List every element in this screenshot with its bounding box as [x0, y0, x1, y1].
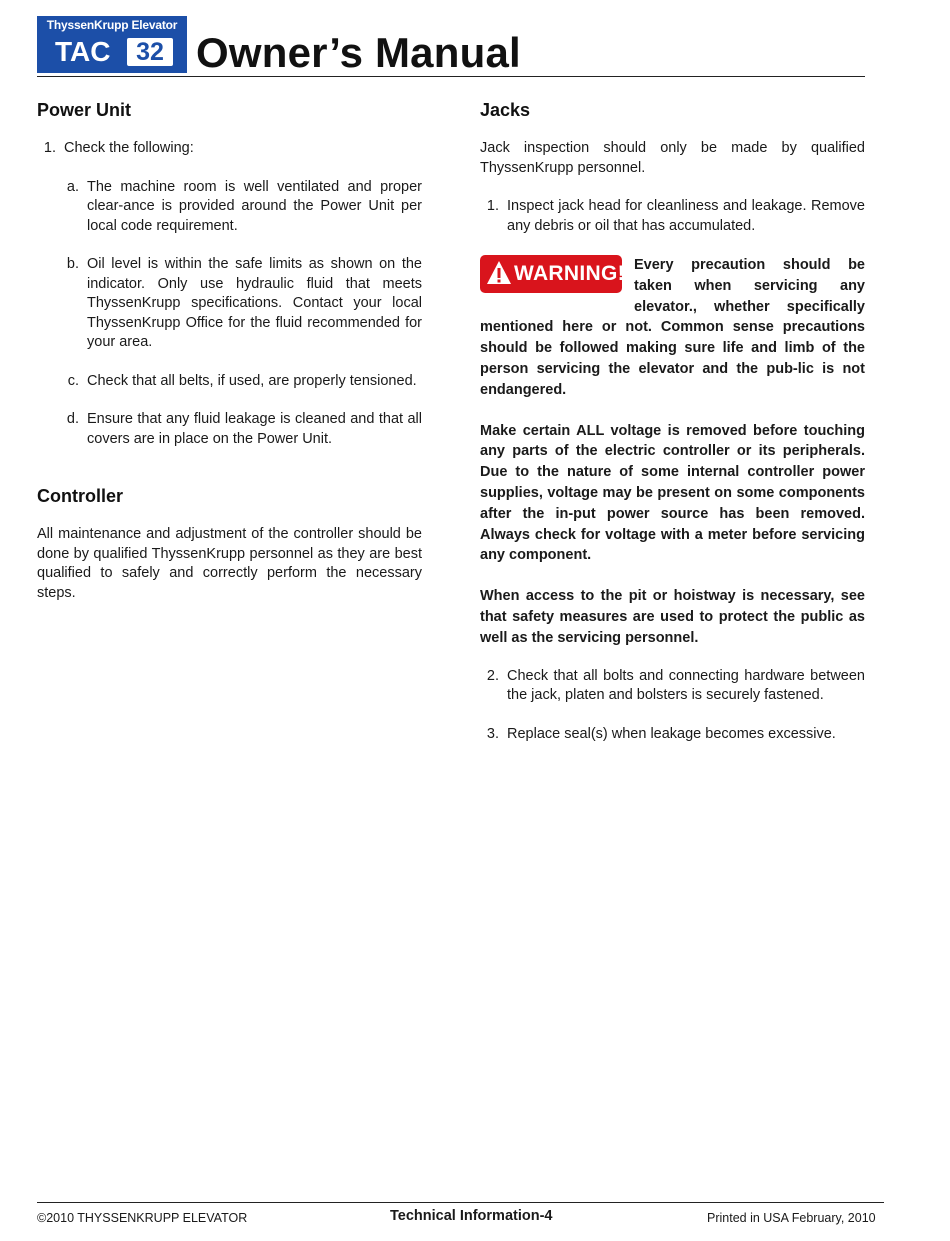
list-item-text: Inspect jack head for cleanliness and leakage. Remove any debris or oil that has accumulated.	[507, 198, 865, 234]
list-item	[37, 139, 422, 159]
footer-page-label: Technical Information-4	[390, 1208, 553, 1224]
list-item-text: Check the following:	[64, 140, 194, 156]
power-unit-heading: Power Unit	[37, 100, 132, 120]
page-title: Owner’s Manual	[196, 29, 521, 76]
list-number: 1.	[43, 140, 56, 156]
logo-brand-text: ThyssenKrupp Elevator	[46, 18, 178, 32]
sub-list-letter: a.	[66, 178, 79, 195]
sub-list-letter: c.	[67, 372, 79, 389]
list-item	[480, 197, 865, 236]
list-item-text: Check that all bolts and connecting hardware between the jack, platen and bolsters is securely fastened.	[507, 667, 865, 704]
jacks-intro: Jack inspection should only be made by qualified ThyssenKrupp personnel.	[480, 140, 865, 176]
warning-badge	[480, 255, 625, 293]
logo-model-number: 32	[127, 38, 173, 66]
sub-list-item	[37, 178, 422, 237]
header-divider	[37, 76, 865, 77]
controller-paragraph: All maintenance and adjustment of the controller should be done by qualified ThyssenKrupp personnel as they are best qualified to safely and correctly perform the necessary steps.	[37, 526, 422, 601]
sub-list-item-text: The machine room is well ventilated and proper clear-ance is provided around the Power Unit per local code requirement.	[87, 178, 422, 234]
list-item	[480, 725, 865, 745]
warning-paragraph-2: Make certain ALL voltage is removed before touching any parts of the electric controller or its peripherals. Due to the nature of some internal controller power supplies, voltage may be present on some components after the in-put power source has been removed. Always check for voltage with a meter before servicing any component.	[480, 422, 865, 564]
list-item	[480, 667, 865, 706]
sub-list-item	[37, 410, 422, 449]
sub-list-item-text: Check that all belts, if used, are properly tensioned.	[87, 372, 417, 389]
sub-list-item	[37, 255, 422, 353]
footer-copyright: ©2010 THYSSENKRUPP ELEVATOR	[37, 1211, 248, 1225]
warning-paragraph-3: When access to the pit or hoistway is necessary, see that safety measures are used to protect the public as well as the servicing personnel.	[480, 588, 865, 646]
sub-list-item	[37, 372, 422, 392]
list-number: 2.	[486, 667, 499, 684]
controller-heading: Controller	[37, 486, 124, 506]
jacks-heading: Jacks	[480, 100, 531, 120]
list-item-text: Replace seal(s) when leakage becomes excessive.	[507, 725, 836, 742]
sub-list-letter: d.	[66, 411, 79, 427]
warning-triangle-icon	[486, 260, 512, 286]
warning-label: WARNING!	[514, 262, 625, 285]
right-column	[480, 96, 865, 744]
footer-divider	[37, 1202, 884, 1203]
sub-list-item-text: Oil level is within the safe limits as shown on the indicator. Only use hydraulic fluid that meets ThyssenKrupp specifications. Contact your local ThyssenKrupp Office for the fluid recommended for your area.	[87, 256, 422, 350]
list-number: 3.	[486, 725, 499, 742]
footer-printed: Printed in USA February, 2010	[707, 1211, 876, 1225]
list-number: 1.	[486, 198, 499, 214]
logo-model-prefix: TAC	[55, 36, 111, 67]
left-column	[37, 96, 422, 603]
sub-list-item-text: Ensure that any fluid leakage is cleaned and that all covers are in place on the Power Unit.	[87, 411, 422, 447]
brand-logo	[37, 16, 187, 73]
sub-list-letter: b.	[66, 256, 79, 272]
warning-block	[480, 255, 865, 401]
warning-paragraph-1: Every precaution should be taken when servicing any elevator., whether specifically mentioned here or not. Common sense precautions should be followed making sure life and limb of the person servicing the elevator and the pub-lic is not endangered.	[480, 257, 865, 398]
